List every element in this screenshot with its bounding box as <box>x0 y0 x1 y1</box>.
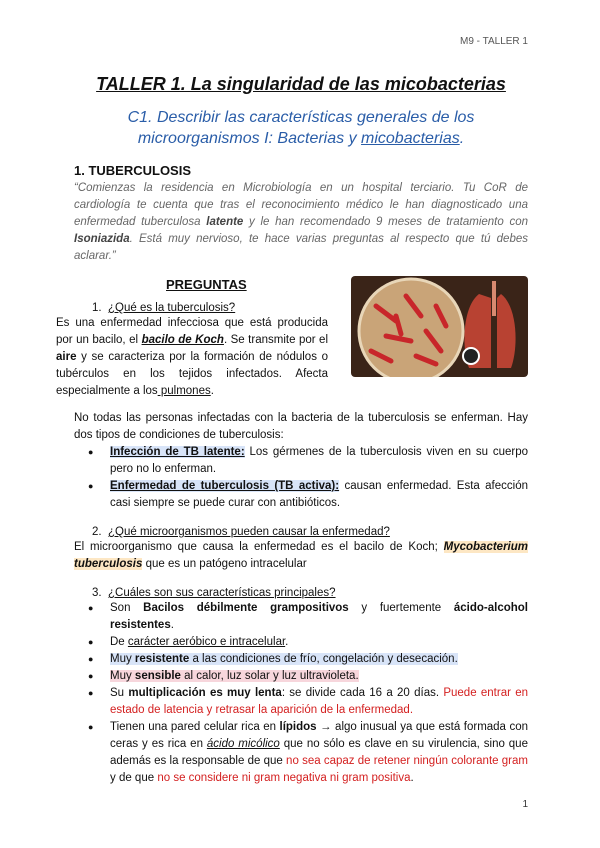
list-bold: resistente <box>134 653 190 665</box>
question-number: 2. <box>92 526 102 538</box>
questions-heading: PREGUNTAS <box>166 277 247 292</box>
list-label: Infección de TB latente: <box>110 446 245 458</box>
list-bold: Bacilos débilmente grampositivos <box>143 602 349 614</box>
question-2 <box>92 526 528 538</box>
list-text: Tienen una pared celular rica en <box>110 721 280 733</box>
answer-bold: aire <box>56 351 77 363</box>
case-quote <box>74 180 528 265</box>
list-text: Muy <box>110 670 135 682</box>
list-text: Muy <box>110 653 135 665</box>
q2-answer <box>74 539 528 573</box>
question-3 <box>92 587 528 599</box>
list-text: . <box>285 636 289 648</box>
list-text: : se divide cada 16 a 20 días. <box>281 687 444 699</box>
list-text: a las condiciones de frío, congelación y desecación. <box>189 653 458 665</box>
question-text: ¿Qué es la tuberculosis? <box>107 302 236 314</box>
answer-bold: bacilo de Koch <box>141 334 224 346</box>
list-item <box>74 444 528 478</box>
page-subtitle <box>74 107 528 149</box>
tb-conditions-list <box>74 444 528 512</box>
answer-part: El microorganismo que causa la enfermedad es el bacilo de Koch; <box>74 541 444 553</box>
list-red-text: no se considere ni gram negativa ni gram positiva <box>157 772 411 784</box>
list-underline: carácter aeróbico e intracelular <box>127 636 286 648</box>
list-text: al calor, luz solar y luz ultravioleta. <box>180 670 359 682</box>
list-item <box>74 634 528 651</box>
answer-underline: pulmones <box>157 385 211 397</box>
list-text: . <box>170 619 174 631</box>
quote-bold: latente <box>206 216 244 228</box>
question-1 <box>92 302 346 314</box>
list-text: . <box>410 772 414 784</box>
list-text: y fuertemente <box>348 602 454 614</box>
page-header: M9 - TALLER 1 <box>460 36 528 47</box>
list-label: Enfermedad de tuberculosis (TB activa): <box>110 480 340 492</box>
question-text: ¿Qué microorganismos pueden causar la enfermedad? <box>107 526 390 538</box>
list-item <box>74 668 528 685</box>
tuberculosis-illustration <box>351 276 528 377</box>
q1-answer <box>56 315 328 400</box>
answer-highlight: Mycobacterium tuberculosis <box>74 541 528 570</box>
answer-part: Es una enfermedad infecciosa que está producida por un bacilo, el <box>56 317 328 346</box>
quote-part: y le han recomendado 9 meses de tratamiento con <box>243 216 529 228</box>
list-item <box>74 651 528 668</box>
list-red-text: Puede entrar en estado de latencia y retrasar la aparición de la enfermedad. <box>110 687 529 716</box>
page-number: 1 <box>522 799 528 810</box>
question-text: ¿Cuáles son sus características principales? <box>107 587 336 599</box>
list-item <box>74 685 528 719</box>
page-content <box>56 70 529 787</box>
list-text: → algo inusual ya que está formada con ceras y es rica en <box>110 721 528 750</box>
question-number: 3. <box>92 587 102 599</box>
answer-part: . <box>210 385 214 397</box>
list-text: y de que <box>110 772 158 784</box>
list-red-text: no sea capaz de retener ningún colorante gram <box>286 755 528 767</box>
list-underline: ácido micólico <box>206 738 280 750</box>
list-bold: lípidos <box>279 721 317 733</box>
answer-part: que es un patógeno intracelular <box>142 558 307 570</box>
list-text: causan enfermedad. Esta afección casi siempre se puede curar con antibióticos. <box>110 480 528 509</box>
quote-part: “Comienzas la residencia en Microbiología en un hospital terciario. Tu CoR de cardiología te cuenta que tras el reconocimiento médico le han diagnosticado una enfermedad tuberculosa <box>74 182 528 228</box>
subtitle-line1: C1. Describir las características generales de los <box>127 109 475 126</box>
quote-part: . Está muy nervioso, te hace varias preguntas al respecto que tú debes aclarar.” <box>74 233 528 262</box>
list-text: De <box>110 636 128 648</box>
list-item <box>74 600 528 634</box>
characteristics-list <box>74 600 528 787</box>
q1-row <box>56 302 528 400</box>
question-number: 1. <box>92 302 102 314</box>
list-text: Su <box>110 687 129 699</box>
list-text: Son <box>110 602 144 614</box>
page-title: TALLER 1. La singularidad de las micobacterias <box>96 74 506 94</box>
subtitle-end: . <box>459 130 465 147</box>
subtitle-link: micobacterias <box>361 130 460 147</box>
list-bold: sensible <box>134 670 181 682</box>
answer-part: y se caracteriza por la formación de nódulos o tubérculos en los tejidos infectados. Afecta especialmente a los <box>56 351 328 397</box>
list-text: Los gérmenes de la tuberculosis viven en su cuerpo pero no lo enferman. <box>110 446 528 475</box>
list-text: que no sólo es clave en su virulencia, sino que además es la responsable de que <box>110 738 528 767</box>
subtitle-line2: microorganismos I: Bacterias y <box>137 130 362 147</box>
list-item <box>74 478 528 512</box>
q1-paragraph-2: No todas las personas infectadas con la bacteria de la tuberculosis se enferman. Hay dos tipos de condiciones de tuberculosis: <box>74 412 528 441</box>
list-bold: ácido-alcohol resistentes <box>110 602 528 631</box>
list-item <box>74 719 528 787</box>
quote-bold: Isoniazida <box>74 233 130 245</box>
answer-part: . Se transmite por el <box>223 334 329 346</box>
section-heading: 1. TUBERCULOSIS <box>74 163 192 178</box>
list-bold: multiplicación es muy lenta <box>128 687 282 699</box>
